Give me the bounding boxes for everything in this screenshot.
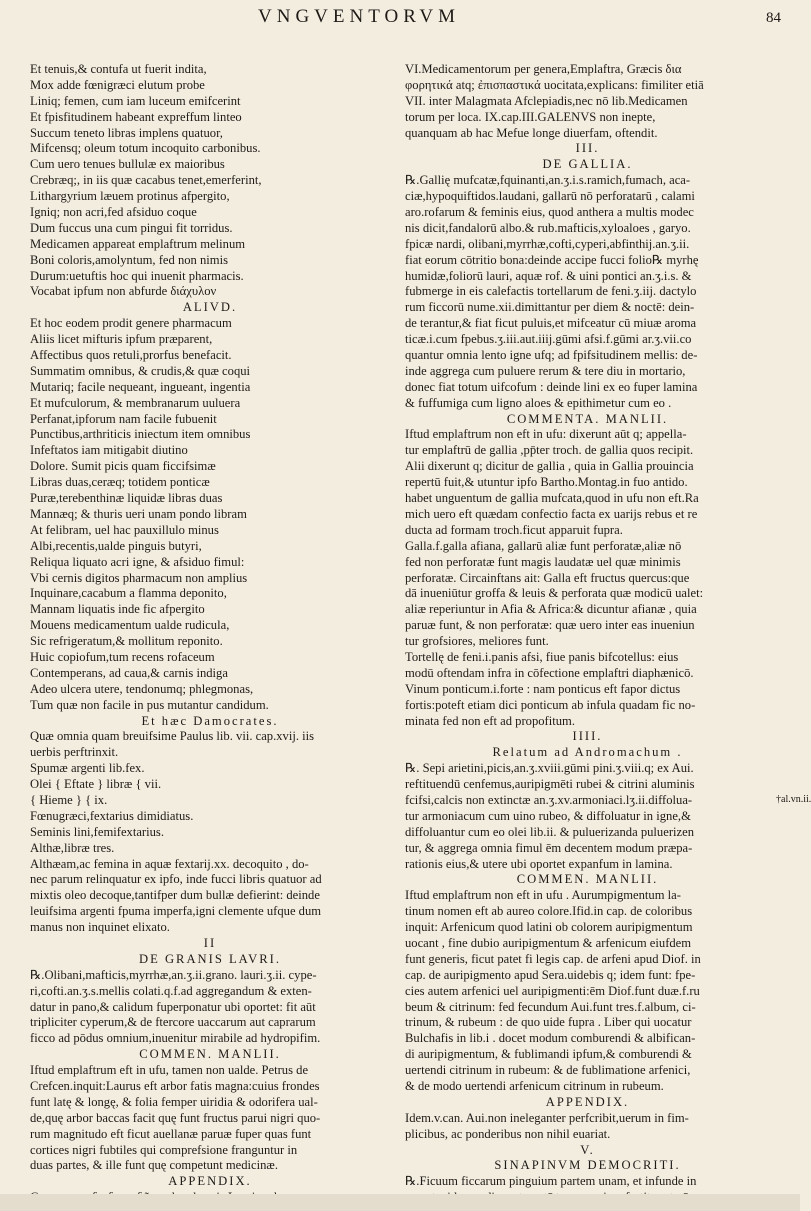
text-line: aro.rofarum & feminis eius, quod anthera a multis modec bbox=[405, 205, 694, 220]
text-line: Quæ omnia quam breuifsime Paulus lib. vii. cap.xvij. iis bbox=[30, 729, 315, 744]
text-line: ℞.Olibani,mafticis,myrrhæ,an.ʒ.ii.grano. lauri.ʒ.ii. cype- bbox=[30, 967, 317, 982]
text-line: At felibram, uel hac pauxillulo minus bbox=[30, 522, 219, 537]
text-line: tur grofsiores, meliores funt. bbox=[405, 634, 549, 649]
left-column bbox=[30, 62, 390, 1206]
text-line: diffoluantur cum eo olei lib.ii. & puluerizanda puluerizen bbox=[405, 824, 694, 839]
text-line: fubmerge in eis calefactis tortellarum de feni.ʒ.iij. dactylo bbox=[405, 284, 697, 299]
right-column bbox=[405, 62, 770, 1206]
text-line: Alii dixerunt q; dicitur de gallia , quia in Gallia prouincia bbox=[405, 459, 694, 474]
text-line: nec parum relinquatur ex ipfo, inde fucci libris quatuor ad bbox=[30, 872, 322, 887]
text-line: ℞. Sepi arietini,picis,an.ʒ.xviii.gūmi pini.ʒ.viii.q; ex Aui. bbox=[405, 761, 694, 776]
text-line: mich uero eft quædam confectio facta ex uarijs rebus et re bbox=[405, 506, 698, 521]
text-line: Et mufculorum, & membranarum uuluera bbox=[30, 395, 241, 410]
text-line: habet unguentum de gallia mufcata,quod in ufu non eft.Ra bbox=[405, 491, 699, 506]
text-line: datur in pano,& calidum fuperponatur ubi oportet: fit aūt bbox=[30, 999, 316, 1014]
text-line: COMMENTA. MANLII. bbox=[506, 411, 669, 426]
text-line: tripliciter cyperum,& de ftercore uaccarum aut caprarum bbox=[30, 1015, 316, 1030]
text-line: de,quę arbor baccas facit quę funt fructus parui nigri quo- bbox=[30, 1110, 321, 1125]
text-line: Boni coloris,amolyntum, fed non nimis bbox=[30, 252, 228, 267]
text-line: donec fiat totum uifcofum : deinde lini ex eo fuper lamina bbox=[405, 379, 698, 394]
text-line: Iftud emplaftrum non eft in ufu: dixerunt aūt q; appella- bbox=[405, 427, 687, 442]
text-line: Iftud emplaftrum eft in ufu, tamen non ualde. Petrus de bbox=[30, 1063, 309, 1078]
text-line: Crebræq;, in iis quæ cacabus tenet,emerferint, bbox=[30, 173, 262, 188]
text-line: Bulchafis in lib.i . docet modum comburendi & albifican- bbox=[405, 1031, 696, 1046]
text-line: plicibus, ac ponderibus non nihil euariat. bbox=[405, 1126, 611, 1141]
text-line: rum ficcorū nume.xii.dimittantur per diem & noctē: dein- bbox=[405, 300, 695, 315]
text-line: SINAPINVM DEMOCRITI. bbox=[494, 1158, 681, 1173]
text-line: APPENDIX. bbox=[545, 1094, 630, 1109]
text-line: Durum:uetuftis hoc qui inuenit pharmacis. bbox=[30, 268, 244, 283]
text-line: ALIVD. bbox=[182, 300, 238, 315]
text-line: VII. inter Malagmata Afclepiadis,nec nō lib.Medicamen bbox=[405, 93, 688, 108]
text-line: Mannam liquatis inde fic afpergito bbox=[30, 602, 205, 617]
page-number: 84 bbox=[766, 10, 781, 26]
text-line: paruæ funt, & non perforatæ: quæ uero inter eas inueniun bbox=[405, 618, 695, 633]
text-line: ticæ.i.cum fpebus.ʒ.iii.aut.iiij.gūmi afsi.f.gūmi ar.ʒ.vii.co bbox=[405, 332, 692, 347]
text-line: Tum quæ non facile in pus mutantur candidum. bbox=[30, 697, 269, 712]
text-line: funt generis, ficut patet fi legis cap. de arfeni apud Diof. in bbox=[405, 951, 701, 966]
text-line: Crefcen.inquit:Laurus eft arbor fatis magna:cuius frondes bbox=[30, 1079, 320, 1093]
text-line: Et hæc Damocrates. bbox=[141, 713, 279, 728]
text-line: Aliis licet mifturis ipfum præparent, bbox=[30, 332, 213, 347]
text-line: Affectibus quos retuli,prorfus benefacit. bbox=[30, 348, 232, 363]
text-line: de terantur,& fiat ficut puluis,et mifceatur cū miuæ aroma bbox=[405, 316, 697, 331]
text-line: aliæ reperiuntur in Afia & Africa:& dicuntur afianæ , quia bbox=[405, 602, 697, 617]
text-line: Vbi cernis digitos pharmacum non amplius bbox=[30, 570, 248, 585]
text-line: torum per loca. IX.cap.III.GALENVS non inepte, bbox=[405, 109, 656, 124]
text-line: Dolore. Sumit picis quam ficcifsimæ bbox=[30, 459, 216, 474]
text-line: Succum teneto libras implens quatuor, bbox=[30, 125, 223, 140]
text-line: Inquinare,cacabum a flamma deponito, bbox=[30, 586, 227, 601]
text-line: fcifsi,calcis non extinctæ an.ʒ.xv.armoniaci.lʒ.ii.diffolua- bbox=[405, 792, 693, 807]
text-line: fed non perforatæ funt magis laudatæ uel quæ minimis bbox=[405, 554, 681, 569]
text-line: cap. de auripigmento apud Sera.uidebis q; idem funt: fpe- bbox=[405, 967, 696, 982]
text-line: Iftud emplaftrum non eft in ufu . Aurumpigmentum la- bbox=[405, 888, 681, 903]
text-line: dā inueniūtur groffa & leuis & perforata quæ modicū ualet: bbox=[405, 586, 704, 601]
text-line: Vinum ponticum.i.forte : nam ponticus eft fapor dictus bbox=[405, 681, 681, 696]
text-line: Sic refrigeratum,& mollitum reponito. bbox=[30, 634, 223, 649]
text-line: cortices nigri fubtiles qui comprefsione franguntur in bbox=[30, 1142, 298, 1157]
text-line: Relatum ad Andromachum . bbox=[492, 745, 683, 760]
text-line: beum & citrinum: fed fecundum Aui.funt tres.f.album, ci- bbox=[405, 999, 696, 1014]
text-line: tinum nomen eft ab aureo colore.Ifid.in cap. de coloribus bbox=[405, 904, 693, 919]
text-line: di auripigmentum, & fublimandi ipfum,& comburendi & bbox=[405, 1047, 692, 1062]
text-line: humidæ,foliorū lauri, aquæ rof. & uini pontici an.ʒ.i.s. & bbox=[405, 268, 692, 283]
text-line: modū oftendam infra in cōfectione emplaftri diaphænicō. bbox=[405, 665, 694, 680]
text-line: trinum, & rubeum : de quo uide fupra . Liber qui uocatur bbox=[405, 1015, 692, 1030]
text-line: Summatim omnibus, & crudis,& quæ coqui bbox=[30, 363, 251, 378]
text-line: funt latę & longę, & folia femper uiridia & odorifera ual- bbox=[30, 1094, 318, 1109]
text-line: inquit: Arfenicum quod latini ob colorem auripigmentum bbox=[405, 920, 693, 935]
text-line: fpicæ nardi, olibani,myrrhæ,cofti,cyperi,abfinthij.an.ʒ.ii. bbox=[405, 236, 690, 251]
text-line: tur emplaftrū de gallia ,pp̄ter troch. de gallia quos recipit. bbox=[405, 443, 694, 458]
text-line: ℞.Gallię mufcatæ,fquinanti,an.ʒ.i.s.ramich,fumach, aca- bbox=[405, 173, 691, 188]
text-line: Medicamen appareat emplaftrum melinum bbox=[30, 236, 246, 251]
text-line: Liniq; femen, cum iam luceum emifcerint bbox=[30, 93, 241, 108]
text-line: duas partes, & ille funt quę competunt medicinæ. bbox=[30, 1158, 278, 1173]
text-line: Tortellę de feni.i.panis afsi, fiue panis bifcotellus: eius bbox=[405, 649, 679, 664]
text-line: COMMEN. MANLII. bbox=[516, 872, 659, 887]
text-line: Althæam,ac femina in aquæ fextarij.xx. decoquito , do- bbox=[30, 856, 309, 871]
text-line: APPENDIX. bbox=[168, 1174, 252, 1189]
text-line: Althæ,libræ tres. bbox=[30, 840, 115, 855]
text-line: III. bbox=[575, 141, 600, 156]
text-line: ficco ad pōdus omnium,inuenitur mirabile ad hydropifim. bbox=[30, 1031, 321, 1046]
text-line: quanquam ab hac Mefue longe diuerfam, oftendit. bbox=[405, 125, 658, 140]
text-line: Et tenuis,& contufa ut fuerit indita, bbox=[30, 62, 207, 76]
text-line: Adeo ulcera utere, tendonumq; phlegmonas, bbox=[30, 681, 254, 696]
text-line: mixtis oleo decoque,tantifper dum bullæ defierint: deinde bbox=[30, 888, 320, 903]
text-line: repertū fuit,& utuntur ipfo Bartho.Montag.in fuo antido. bbox=[405, 475, 688, 490]
text-line: rationis eius,& utere ubi oportet expanfum in lamina. bbox=[405, 856, 673, 871]
text-line: fiat eorum cōtritio bona:deinde accipe fucci folio℞ myrhę bbox=[405, 252, 699, 267]
text-line: Cum uero tenues bullulæ ex maioribus bbox=[30, 157, 225, 172]
text-line: Mannæq; & thuris ueri unam pondo libram bbox=[30, 506, 247, 521]
text-line: perforatæ. Circainftans ait: Galla eft fructus quercus:que bbox=[405, 570, 690, 585]
text-line: Lithargyrium læuem protinus afpergito, bbox=[30, 189, 230, 204]
text-line: Puræ,terebenthinæ liquidæ libras duas bbox=[30, 491, 223, 506]
text-line: fortis:poteft etiam dici ponticum ab infula quadam fic no- bbox=[405, 697, 696, 712]
text-line: Infeftatos iam mitigabit diutino bbox=[30, 443, 188, 458]
text-line: Mifcensq; oleum totum incoquito carbonibus. bbox=[30, 141, 261, 156]
margin-note: †al.vn.ii. bbox=[776, 794, 811, 805]
text-line: II bbox=[203, 935, 217, 950]
text-line: IIII. bbox=[572, 729, 603, 744]
text-line: manus non inquinet elixato. bbox=[30, 920, 170, 935]
text-line: ciæ,hypoquiftidos.laudani, gallarū nō perforatarū , calami bbox=[405, 189, 695, 204]
text-line: { Hieme } { ix. bbox=[30, 792, 108, 807]
text-line: Et hoc eodem prodit genere pharmacum bbox=[30, 316, 232, 331]
text-line: Spumæ argenti lib.fex. bbox=[30, 761, 145, 776]
text-line: leuifsima argenti fpuma imperfa,igni clemente ufque dum bbox=[30, 904, 322, 919]
text-line: V. bbox=[580, 1142, 595, 1157]
text-line: Mutariq; facile nequeant, ingueant, ingentia bbox=[30, 379, 251, 394]
text-line: inde aggrega cum puluere rerum & tere diu in mortario, bbox=[405, 363, 686, 378]
text-line: Contemperans, ad caua,& carnis indiga bbox=[30, 665, 228, 680]
text-line: ducta ad formam troch.ficut apparuit fupra. bbox=[405, 522, 623, 537]
text-line: ℞.Ficuum ficcarum pinguium partem unam, et infunde in bbox=[405, 1174, 697, 1189]
text-line: Punctibus,arthriticis iniectum item omnibus bbox=[30, 427, 251, 442]
text-line: Dum fuccus una cum pingui fit torridus. bbox=[30, 220, 233, 235]
text-line: nis dicit,fandalorū albo.& rub.mafticis,xyloaloes , garyo. bbox=[405, 220, 691, 235]
text-line: Galla.f.galla afiana, gallarū aliæ funt perforatæ,aliæ nō bbox=[405, 538, 682, 553]
text-line: Perfanat,ipforum nam facile fubuenit bbox=[30, 411, 217, 426]
text-line: VI.Medicamentorum per genera,Emplaftra, Græcis δια bbox=[405, 62, 682, 76]
text-line: tur, & aggrega omnia fimul ēm decentem modum præpa- bbox=[405, 840, 693, 855]
text-line: Reliqua liquato acri igne, & afsiduo fimul: bbox=[30, 554, 245, 569]
text-line: Seminis lini,femifextarius. bbox=[30, 824, 164, 839]
text-line: tur armoniacum cum uino rubeo, & diffoluatur in igne,& bbox=[405, 808, 691, 823]
text-line: Albi,recentis,ualde pinguis butyri, bbox=[30, 538, 202, 553]
text-line: φορητικά atq; ἐπισπαστικά uocitata,explicans: fimiliter etiā bbox=[405, 77, 704, 92]
text-line: Vocabat ipfum non abfurde διάχυλον bbox=[30, 284, 217, 299]
text-line: minata fed non eft ad propofitum. bbox=[405, 713, 575, 728]
text-line: uocant , fine dubio auripigmentum & arfenicum eiufdem bbox=[405, 935, 692, 950]
text-line: & de modo uertendi arfenicum citrinum in rubeum. bbox=[405, 1079, 664, 1093]
text-line: ri,cofti.an.ʒ.s.mellis colati.q.f.ad aggregandum & exten- bbox=[30, 983, 312, 998]
text-line: DE GALLIA. bbox=[542, 157, 633, 172]
text-line: reftituendū cenfemus,auripigmēti rubei & citrini aluminis bbox=[405, 777, 695, 792]
text-line: quantur omnia lento igne ufq; ad fpifsitudinem mellis: de- bbox=[405, 348, 698, 363]
text-line: Libras duas,ceræq; totidem ponticæ bbox=[30, 475, 210, 490]
text-line: uertendi citrinum in rubeum: & de fublimatione arfenici, bbox=[405, 1063, 691, 1078]
text-line: Fœnugræci,fextarius dimidiatus. bbox=[30, 808, 194, 823]
text-line: Igniq; non acri,fed afsiduo coque bbox=[30, 205, 197, 220]
text-line: DE GRANIS LAVRI. bbox=[139, 951, 281, 966]
text-line: rum magnitudo eft ficut auellanæ paruæ fuper quas funt bbox=[30, 1126, 312, 1141]
running-title: VNGVENTORVM bbox=[258, 6, 460, 27]
page-bottom-edge bbox=[0, 1194, 800, 1211]
text-line: Idem.v.can. Aui.non ineleganter perfcribit,uerum in fim- bbox=[405, 1110, 689, 1125]
text-line: Et fpisfitudinem habeant expreffum linteo bbox=[30, 109, 242, 124]
text-line: cies autem arfenici uel auripigmenti:ēm Diof.funt duæ.f.ru bbox=[405, 983, 700, 998]
text-line: Olei { Eftate } libræ { vii. bbox=[30, 777, 162, 792]
text-line: uerbis perftrinxit. bbox=[30, 745, 119, 760]
text-line: Huic copiofum,tum recens rofaceum bbox=[30, 649, 215, 664]
text-line: Mouens medicamentum ualde rudicula, bbox=[30, 618, 230, 633]
text-line: COMMEN. MANLII. bbox=[139, 1047, 281, 1062]
text-line: Mox adde fœnigræci elutum probe bbox=[30, 77, 205, 92]
text-line: & fuffumiga cum ligno aloes & epithimetur cum eo . bbox=[405, 395, 672, 410]
